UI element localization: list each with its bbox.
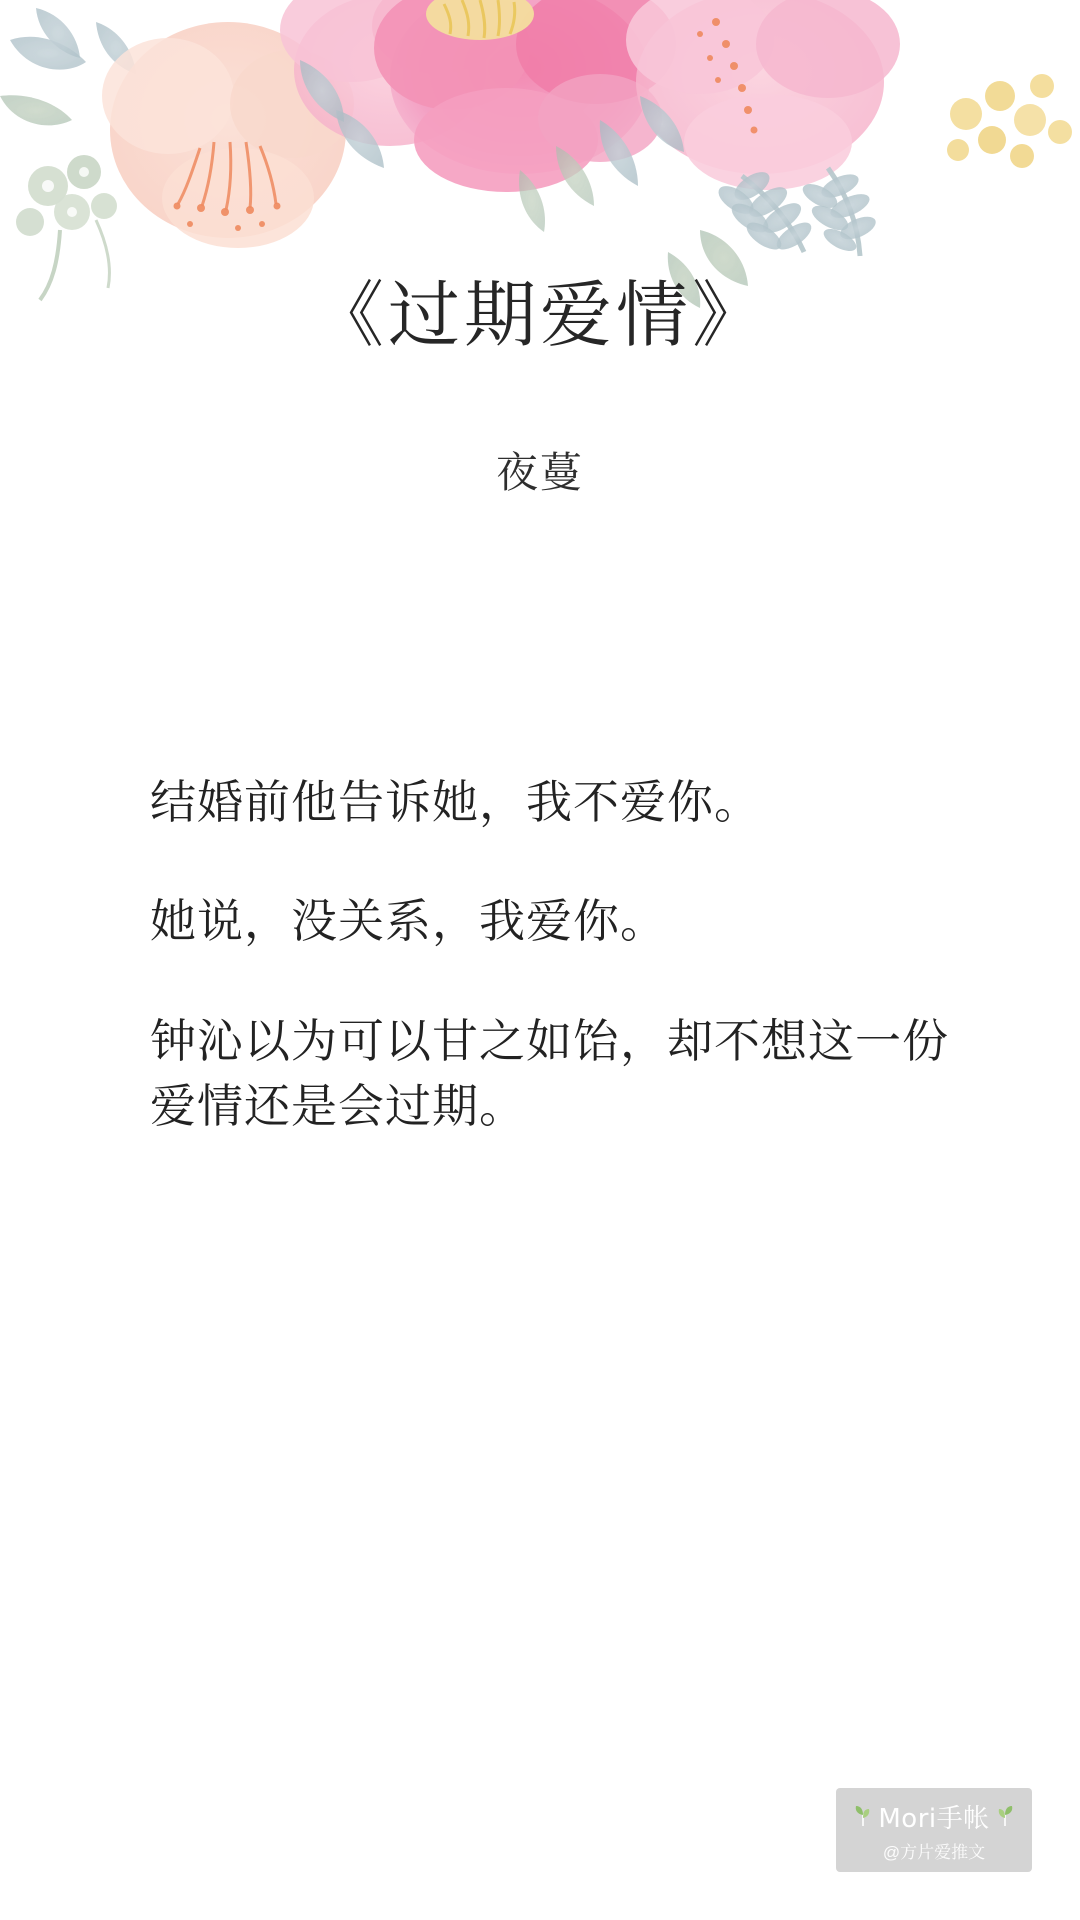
watermark-handle: @方片爱推文 — [882, 1842, 986, 1862]
flower-yellow-right — [947, 74, 1072, 168]
paragraph: 她说，没关系，我爱你。 — [150, 895, 667, 948]
watermark-brand-row — [854, 1798, 1013, 1835]
watermark-brand: Mori手帐 — [878, 1803, 990, 1834]
paragraph: 钟沁以为可以甘之如饴，却不想这一份爱情还是会过期。 — [150, 1014, 949, 1132]
leaf-icon — [854, 1805, 872, 1827]
leaf-icon — [996, 1805, 1014, 1827]
body-text — [150, 770, 970, 1139]
page-title: 《过期爱情》 — [311, 276, 768, 356]
paragraph: 结婚前他告诉她，我不爱你。 — [150, 776, 761, 828]
flower-pink-right — [626, 0, 900, 190]
watermark-badge — [836, 1788, 1032, 1872]
author-name: 夜蔓 — [495, 449, 584, 496]
